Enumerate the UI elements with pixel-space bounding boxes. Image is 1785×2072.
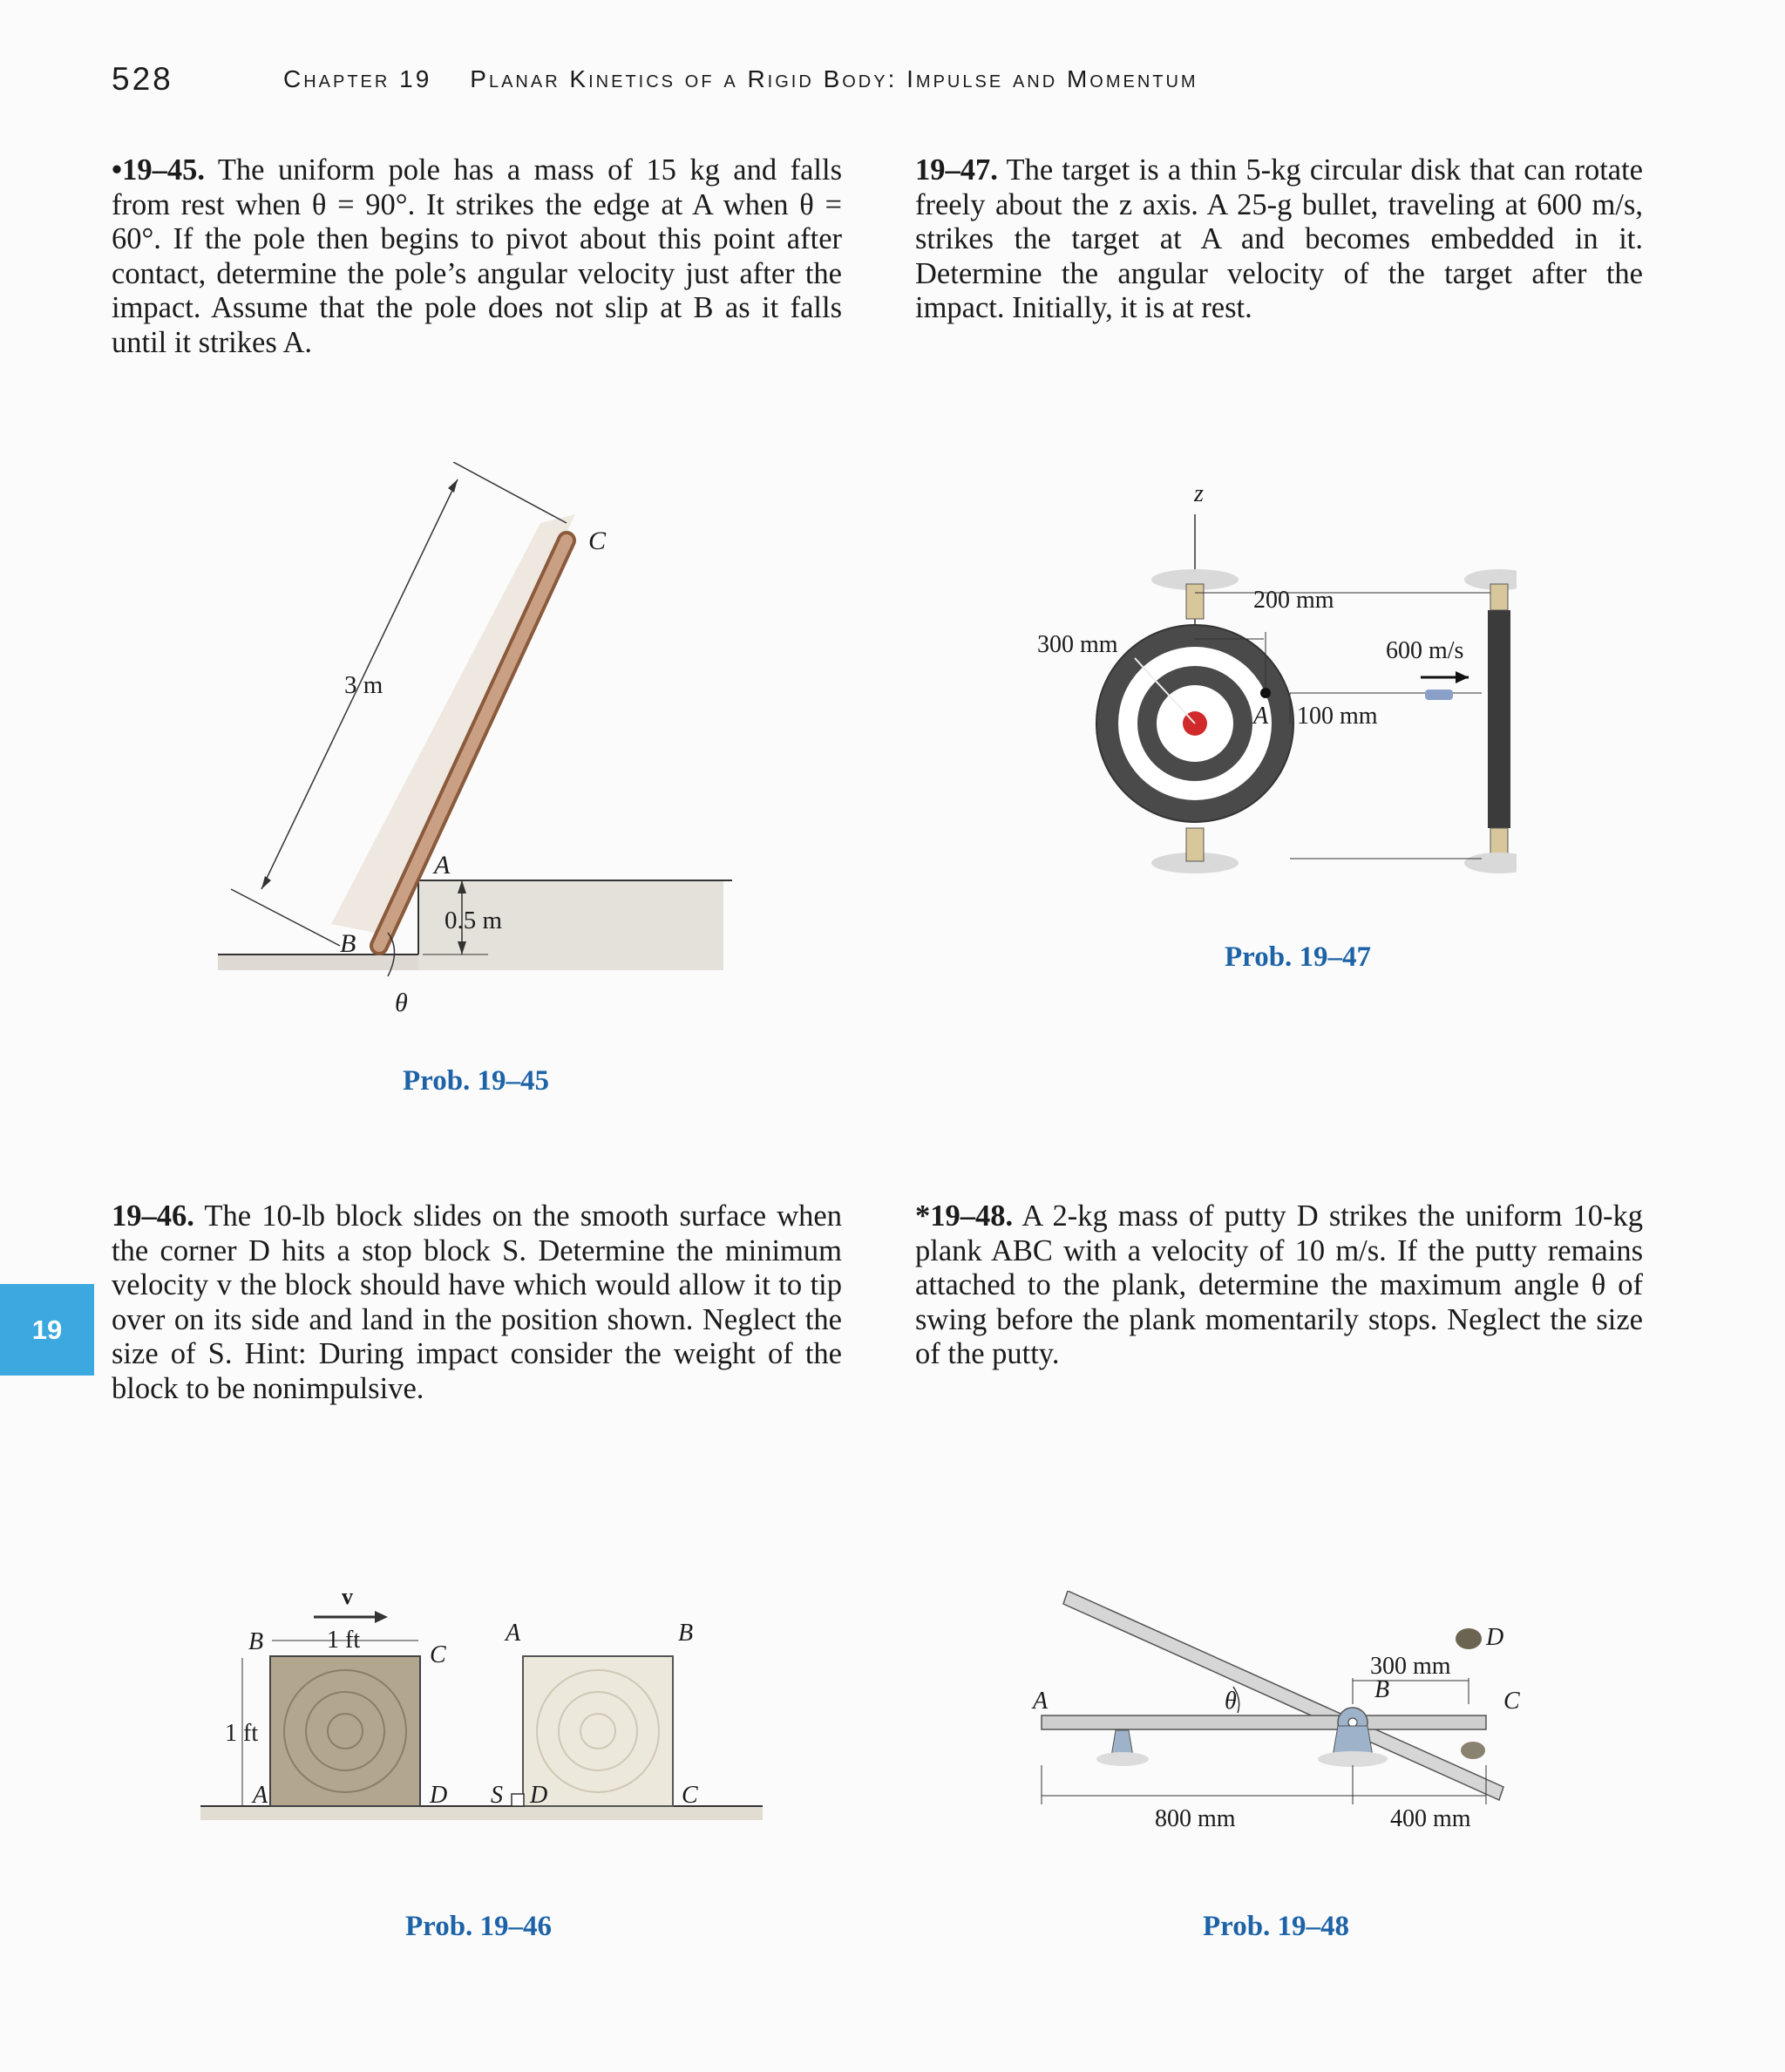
label-d: D <box>1486 1624 1504 1651</box>
label-d2: D <box>530 1782 548 1809</box>
figure-tipping-block <box>196 1578 771 1822</box>
problem-text: A 2-kg mass of putty D strikes the uniform 10-kg plank ABC with a velocity of 10 m/s. If the putty remains attached to the plank, determine the maximum angle θ of swing before the plank momentarily stops. Neglect the size of the putty. <box>915 1199 1643 1371</box>
label-d1: D <box>430 1782 448 1809</box>
problem-19-48 <box>915 1199 1643 1372</box>
caption-19-48: Prob. 19–48 <box>1203 1911 1350 1942</box>
label-width: 1 ft <box>327 1627 361 1654</box>
problem-19-46 <box>112 1199 842 1407</box>
label-b: B <box>340 929 356 958</box>
caption-19-46: Prob. 19–46 <box>405 1911 553 1942</box>
running-header <box>283 58 1198 101</box>
label-c1: C <box>430 1641 446 1668</box>
problem-19-47 <box>915 153 1643 326</box>
figure-target-disk <box>1028 484 1517 902</box>
caption-19-47: Prob. 19–47 <box>1225 941 1372 973</box>
label-a1: A <box>253 1782 268 1809</box>
chapter-title: Planar Kinetics of a Rigid Body: Impulse and Momentum <box>470 65 1198 92</box>
label-b2: B <box>678 1620 694 1647</box>
label-speed: 600 m/s <box>1386 637 1464 664</box>
problem-19-45 <box>112 153 842 361</box>
label-300mm: 300 mm <box>1037 631 1118 658</box>
label-400mm: 400 mm <box>1390 1805 1471 1832</box>
label-100mm: 100 mm <box>1297 703 1378 730</box>
problem-number: 19–46. <box>112 1199 194 1233</box>
label-a: A <box>434 851 451 880</box>
label-theta: θ <box>1225 1688 1237 1715</box>
label-c: C <box>1503 1688 1520 1715</box>
problem-number: 19–47. <box>915 153 998 187</box>
label-theta: θ <box>395 988 408 1017</box>
label-c2: C <box>682 1782 698 1809</box>
figure-plank-putty <box>1028 1591 1534 1844</box>
problem-text: The target is a thin 5-kg circular disk that can rotate freely about the z axis. A 25-g bullet, traveling at 600 m/s, strikes the target at A and becomes embedded in it. Determine the angular velocity of the target after the impact. Initially, it is at rest. <box>915 153 1643 325</box>
label-height: 1 ft <box>225 1720 259 1747</box>
chapter-label: Chapter 19 <box>283 65 432 92</box>
label-800mm: 800 mm <box>1155 1805 1236 1832</box>
label-b1: B <box>248 1628 264 1655</box>
label-length: 3 m <box>344 671 383 699</box>
problem-text: The uniform pole has a mass of 15 kg and falls from rest when θ = 90°. It strikes the edge at A when θ = 60°. If the pole then begins to pivot about this point after contact, determine the pole’s angular velocity just after the impact. Assume that the pole does not slip at B as it falls until it strikes A. <box>112 153 842 359</box>
chapter-tab: 19 <box>0 1284 94 1376</box>
label-b: B <box>1374 1676 1390 1703</box>
problem-number: •19–45. <box>112 153 205 187</box>
label-a: A <box>1033 1688 1049 1715</box>
problem-text: The 10-lb block slides on the smooth surface when the corner D hits a stop block S. Determine the minimum velocity v the block should have which would allow it to tip over on its side and land in the position shown. Neglect the size of S. Hint: During impact consider the weight of the block to be nonimpulsive. <box>112 1199 842 1405</box>
label-300mm: 300 mm <box>1370 1653 1451 1680</box>
page-number: 528 <box>112 61 173 97</box>
label-z: z <box>1194 484 1204 507</box>
label-200mm: 200 mm <box>1253 587 1334 614</box>
label-s: S <box>491 1782 503 1809</box>
label-height: 0.5 m <box>445 907 503 934</box>
caption-19-45: Prob. 19–45 <box>403 1065 550 1097</box>
label-a: A <box>1253 703 1269 730</box>
label-a2: A <box>506 1620 521 1647</box>
figure-falling-pole <box>209 462 750 1046</box>
label-c: C <box>588 526 607 555</box>
problem-number: *19–48. <box>915 1199 1014 1233</box>
label-v: v <box>342 1584 353 1609</box>
